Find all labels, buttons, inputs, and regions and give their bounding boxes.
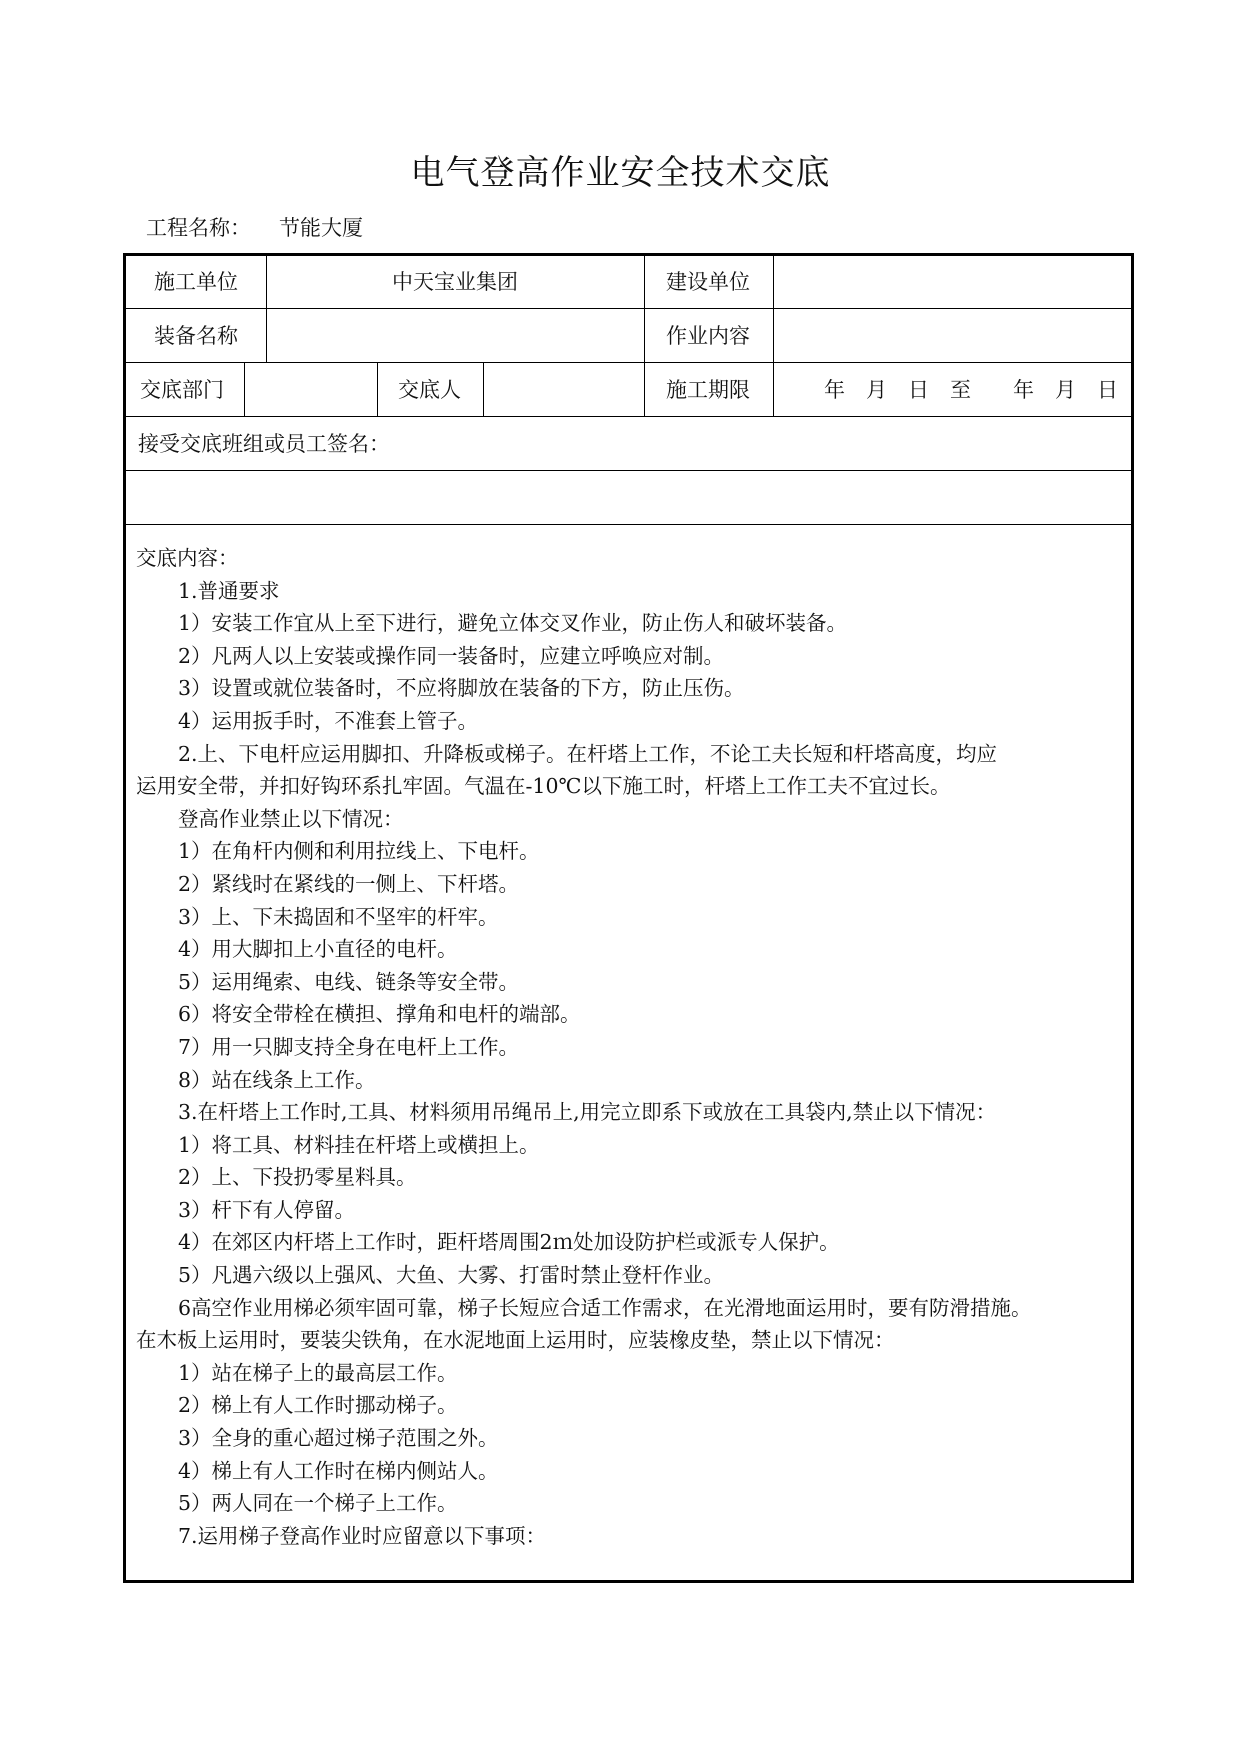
content-line: 3）全身的重心超过梯子范围之外。 <box>178 1426 499 1451</box>
content-line: 5）凡遇六级以上强风、大鱼、大雾、打雷时禁止登杆作业。 <box>178 1263 725 1288</box>
document-title: 电气登高作业安全技术交底 <box>410 153 831 193</box>
content-line: 5）运用绳索、电线、链条等安全带。 <box>178 969 520 994</box>
content-line: 7）用一只脚支持全身在电杆上工作。 <box>178 1034 520 1059</box>
content-line: 1）站在梯子上的最高层工作。 <box>178 1360 458 1385</box>
column-divider <box>244 362 245 416</box>
content-heading: 交底内容： <box>136 546 239 570</box>
content-line: 4）用大脚扣上小直径的电杆。 <box>178 937 458 962</box>
content-line: 4）运用扳手时，不准套上管子。 <box>178 708 479 733</box>
content-line: 6）将安全带栓在横担、撑角和电杆的端部。 <box>178 1002 581 1027</box>
row-divider <box>126 470 1131 471</box>
content-line: 4）在郊区内杆塔上工作时，距杆塔周围2ｍ处加设防护栏或派专人保护。 <box>178 1230 840 1255</box>
content-line: 1）将工具、材料挂在杆塔上或横担上。 <box>178 1132 540 1157</box>
content-line: 1.普通要求 <box>178 578 280 603</box>
content-line: 6高空作业用梯必须牢固可靠，梯子长短应合适工作需求，在光滑地面运用时，要有防滑措施。 <box>178 1295 1032 1320</box>
row-divider <box>126 362 1131 363</box>
equipment-name-label: 装备名称 <box>154 324 238 348</box>
briefing-person-label: 交底人 <box>398 378 461 402</box>
row-divider <box>126 524 1131 525</box>
content-line: 登高作业禁止以下情况： <box>178 806 404 831</box>
content-line: 1）在角杆内侧和利用拉线上、下电杆。 <box>178 839 540 864</box>
content-line: 在木板上运用时，要装尖铁角，在水泥地面上运用时，应装橡皮垫，禁止以下情况： <box>136 1328 895 1353</box>
content-line: 3）杆下有人停留。 <box>178 1197 356 1222</box>
column-divider <box>483 362 484 416</box>
owner-unit-label: 建设单位 <box>666 270 750 294</box>
work-content-label: 作业内容 <box>666 324 750 348</box>
signature-label: 接受交底班组或员工签名： <box>138 432 390 456</box>
content-line: 3）设置或就位装备时，不应将脚放在装备的下方，防止压伤。 <box>178 676 745 701</box>
content-line: 2）紧线时在紧线的一侧上、下杆塔。 <box>178 871 520 896</box>
column-divider <box>773 256 774 416</box>
content-line: 7.运用梯子登高作业时应留意以下事项： <box>178 1523 547 1548</box>
row-divider <box>126 416 1131 417</box>
content-line: 运用安全带，并扣好钩环系扎牢固。气温在-10℃以下施工时，杆塔上工作工夫不宜过长。 <box>136 774 951 799</box>
project-name-label: 工程名称： <box>146 216 251 240</box>
content-line: 2）上、下投扔零星料具。 <box>178 1165 417 1190</box>
content-line: 8）站在线条上工作。 <box>178 1067 376 1092</box>
construction-unit-value: 中天宝业集团 <box>392 270 518 294</box>
briefing-content <box>136 542 1126 1552</box>
project-name-value: 节能大厦 <box>279 216 363 240</box>
content-line: 3.在杆塔上工作时,工具、材料须用吊绳吊上,用完立即系下或放在工具袋内,禁止以下情况： <box>178 1100 997 1125</box>
content-line: 3）上、下未捣固和不坚牢的杆牢。 <box>178 904 499 929</box>
content-line: 4）梯上有人工作时在梯内侧站人。 <box>178 1458 499 1483</box>
content-line: 2）梯上有人工作时挪动梯子。 <box>178 1393 458 1418</box>
construction-period-label: 施工期限 <box>666 378 750 402</box>
content-line: 1）安装工作宜从上至下进行，避免立体交叉作业，防止伤人和破坏装备。 <box>178 611 848 636</box>
column-divider <box>644 256 645 416</box>
project-name-row <box>146 212 363 242</box>
content-line: 2）凡两人以上安装或操作同一装备时，应建立呼唤应对制。 <box>178 643 725 668</box>
construction-unit-label: 施工单位 <box>154 270 238 294</box>
row-divider <box>126 308 1131 309</box>
construction-period-value: 年 月 日 至 年 月 日 <box>824 378 1118 402</box>
column-divider <box>377 362 378 416</box>
briefing-dept-label: 交底部门 <box>140 378 224 402</box>
content-line: 2.上、下电杆应运用脚扣、升降板或梯子。在杆塔上工作，不论工夫长短和杆塔高度，均应 <box>178 741 998 766</box>
content-line: 5）两人同在一个梯子上工作。 <box>178 1491 458 1516</box>
